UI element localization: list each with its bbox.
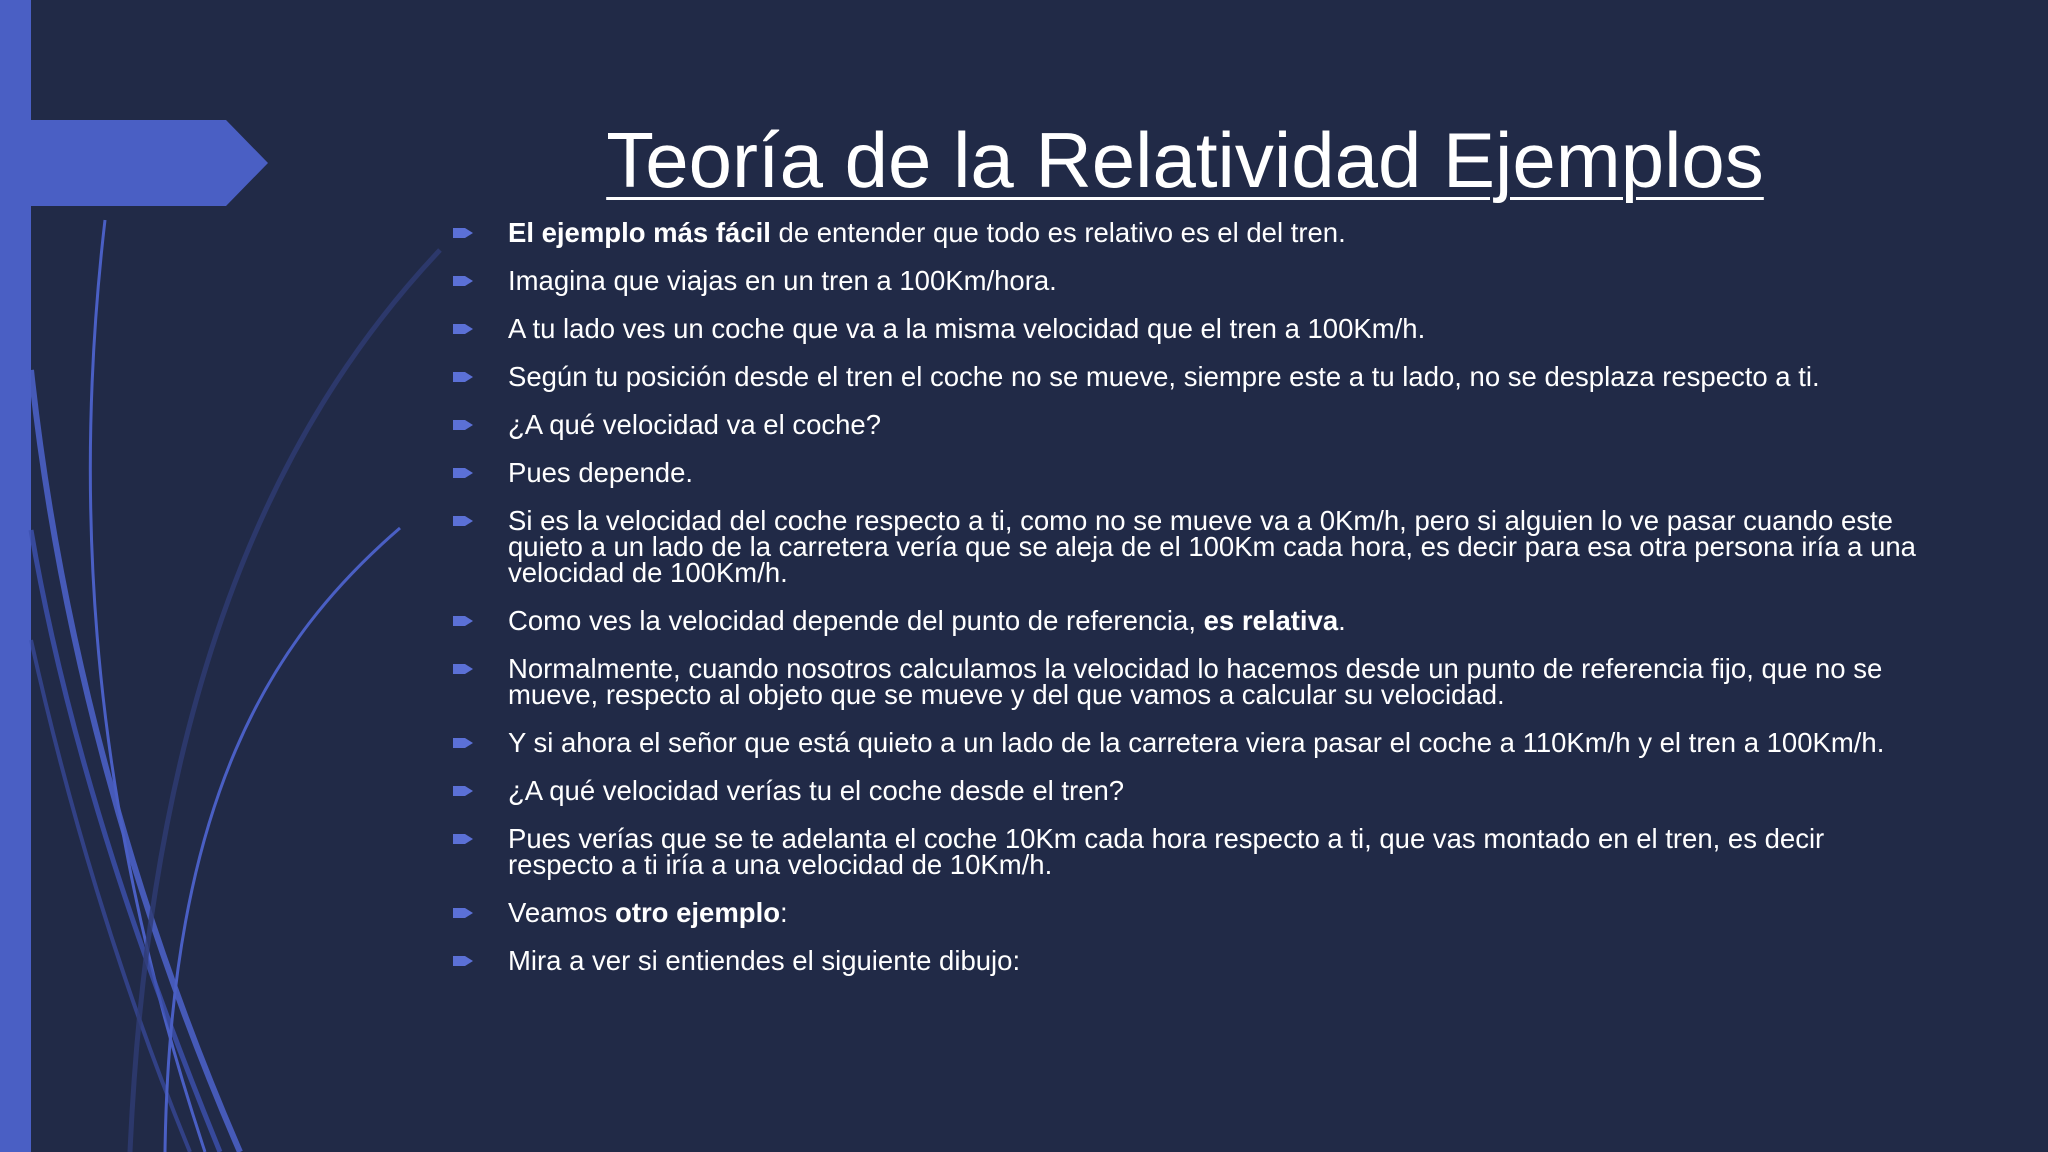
right-arrow-icon [452, 414, 474, 436]
bullet-item [450, 605, 1930, 636]
bullet-item [450, 823, 1930, 880]
bullet-item [450, 727, 1930, 758]
right-arrow-icon [452, 902, 474, 924]
bullet-text: Pues verías que se te adelanta el coche 10Km cada hora respecto a ti, que vas montado en el tren, es decir respecto a ti iría a una velocidad de 10Km/h. [508, 823, 1825, 880]
bullet-text: Imagina que viajas en un tren a 100Km/hora. [508, 265, 1057, 296]
bullet-item [450, 457, 1930, 488]
bullet-text: ¿A qué velocidad va el coche? [508, 409, 882, 440]
right-arrow-icon [452, 732, 474, 754]
bullet-text: Mira a ver si entiendes el siguiente dibujo: [508, 945, 1021, 976]
bullet-item [450, 409, 1930, 440]
bullet-item [450, 217, 1930, 248]
bullet-bold-text: es relativa [1203, 605, 1339, 636]
swoosh-line-1 [90, 220, 205, 1152]
bullet-text: Pues depende. [508, 457, 694, 488]
bullet-text: A tu lado ves un coche que va a la misma velocidad que el tren a 100Km/h. [508, 313, 1426, 344]
bullet-text: Y si ahora el señor que está quieto a un lado de la carretera viera pasar el coche a 110Km/h y el tren a 100Km/h. [508, 727, 1885, 758]
bullet-text-end: . [1338, 605, 1346, 636]
bullet-item [450, 361, 1930, 392]
bullet-text: Como ves la velocidad depende del punto de referencia, [508, 605, 1204, 636]
bullet-list [450, 217, 1930, 996]
bullet-text: ¿A qué velocidad verías tu el coche desde el tren? [508, 775, 1125, 806]
right-arrow-icon [452, 462, 474, 484]
title-tab-arrow [31, 120, 268, 206]
bullet-text: de entender que todo es relativo es el del tren. [770, 217, 1346, 248]
bullet-text-end: : [780, 897, 788, 928]
swoosh-line-6 [130, 250, 440, 1152]
bullet-item [450, 313, 1930, 344]
right-arrow-icon [452, 270, 474, 292]
swoosh-line-4 [31, 640, 190, 1152]
right-arrow-icon [452, 366, 474, 388]
right-arrow-icon [452, 222, 474, 244]
right-arrow-icon [452, 828, 474, 850]
bullet-item [450, 505, 1930, 588]
bullet-text: Si es la velocidad del coche respecto a ti, como no se mueve va a 0Km/h, pero si alguien lo ve pasar cuando este quieto a un lado de la carretera vería que se aleja de el 100Km cada hora, es decir para esa otra persona iría a una velocidad de 100Km/h. [508, 505, 1916, 588]
bullet-item [450, 897, 1930, 928]
right-arrow-icon [452, 610, 474, 632]
bullet-item [450, 265, 1930, 296]
bullet-item [450, 653, 1930, 710]
slide-title: Teoría de la Relatividad Ejemplos [606, 116, 1764, 204]
bullet-text: Normalmente, cuando nosotros calculamos la velocidad lo hacemos desde un punto de referencia fijo, que no se mueve, respecto al objeto que se mueve y del que vamos a calcular su velocidad. [508, 653, 1883, 710]
right-arrow-icon [452, 510, 474, 532]
bullet-item [450, 775, 1930, 806]
right-arrow-icon [452, 950, 474, 972]
bullet-bold-text: El ejemplo más fácil [508, 217, 771, 248]
bullet-text: Según tu posición desde el tren el coche no se mueve, siempre este a tu lado, no se desplaza respecto a ti. [508, 361, 1820, 392]
bullet-text: Veamos [508, 897, 616, 928]
bullet-item [450, 945, 1930, 976]
right-arrow-icon [452, 318, 474, 340]
right-arrow-icon [452, 780, 474, 802]
right-arrow-icon [452, 658, 474, 680]
bullet-bold-text: otro ejemplo [615, 897, 781, 928]
